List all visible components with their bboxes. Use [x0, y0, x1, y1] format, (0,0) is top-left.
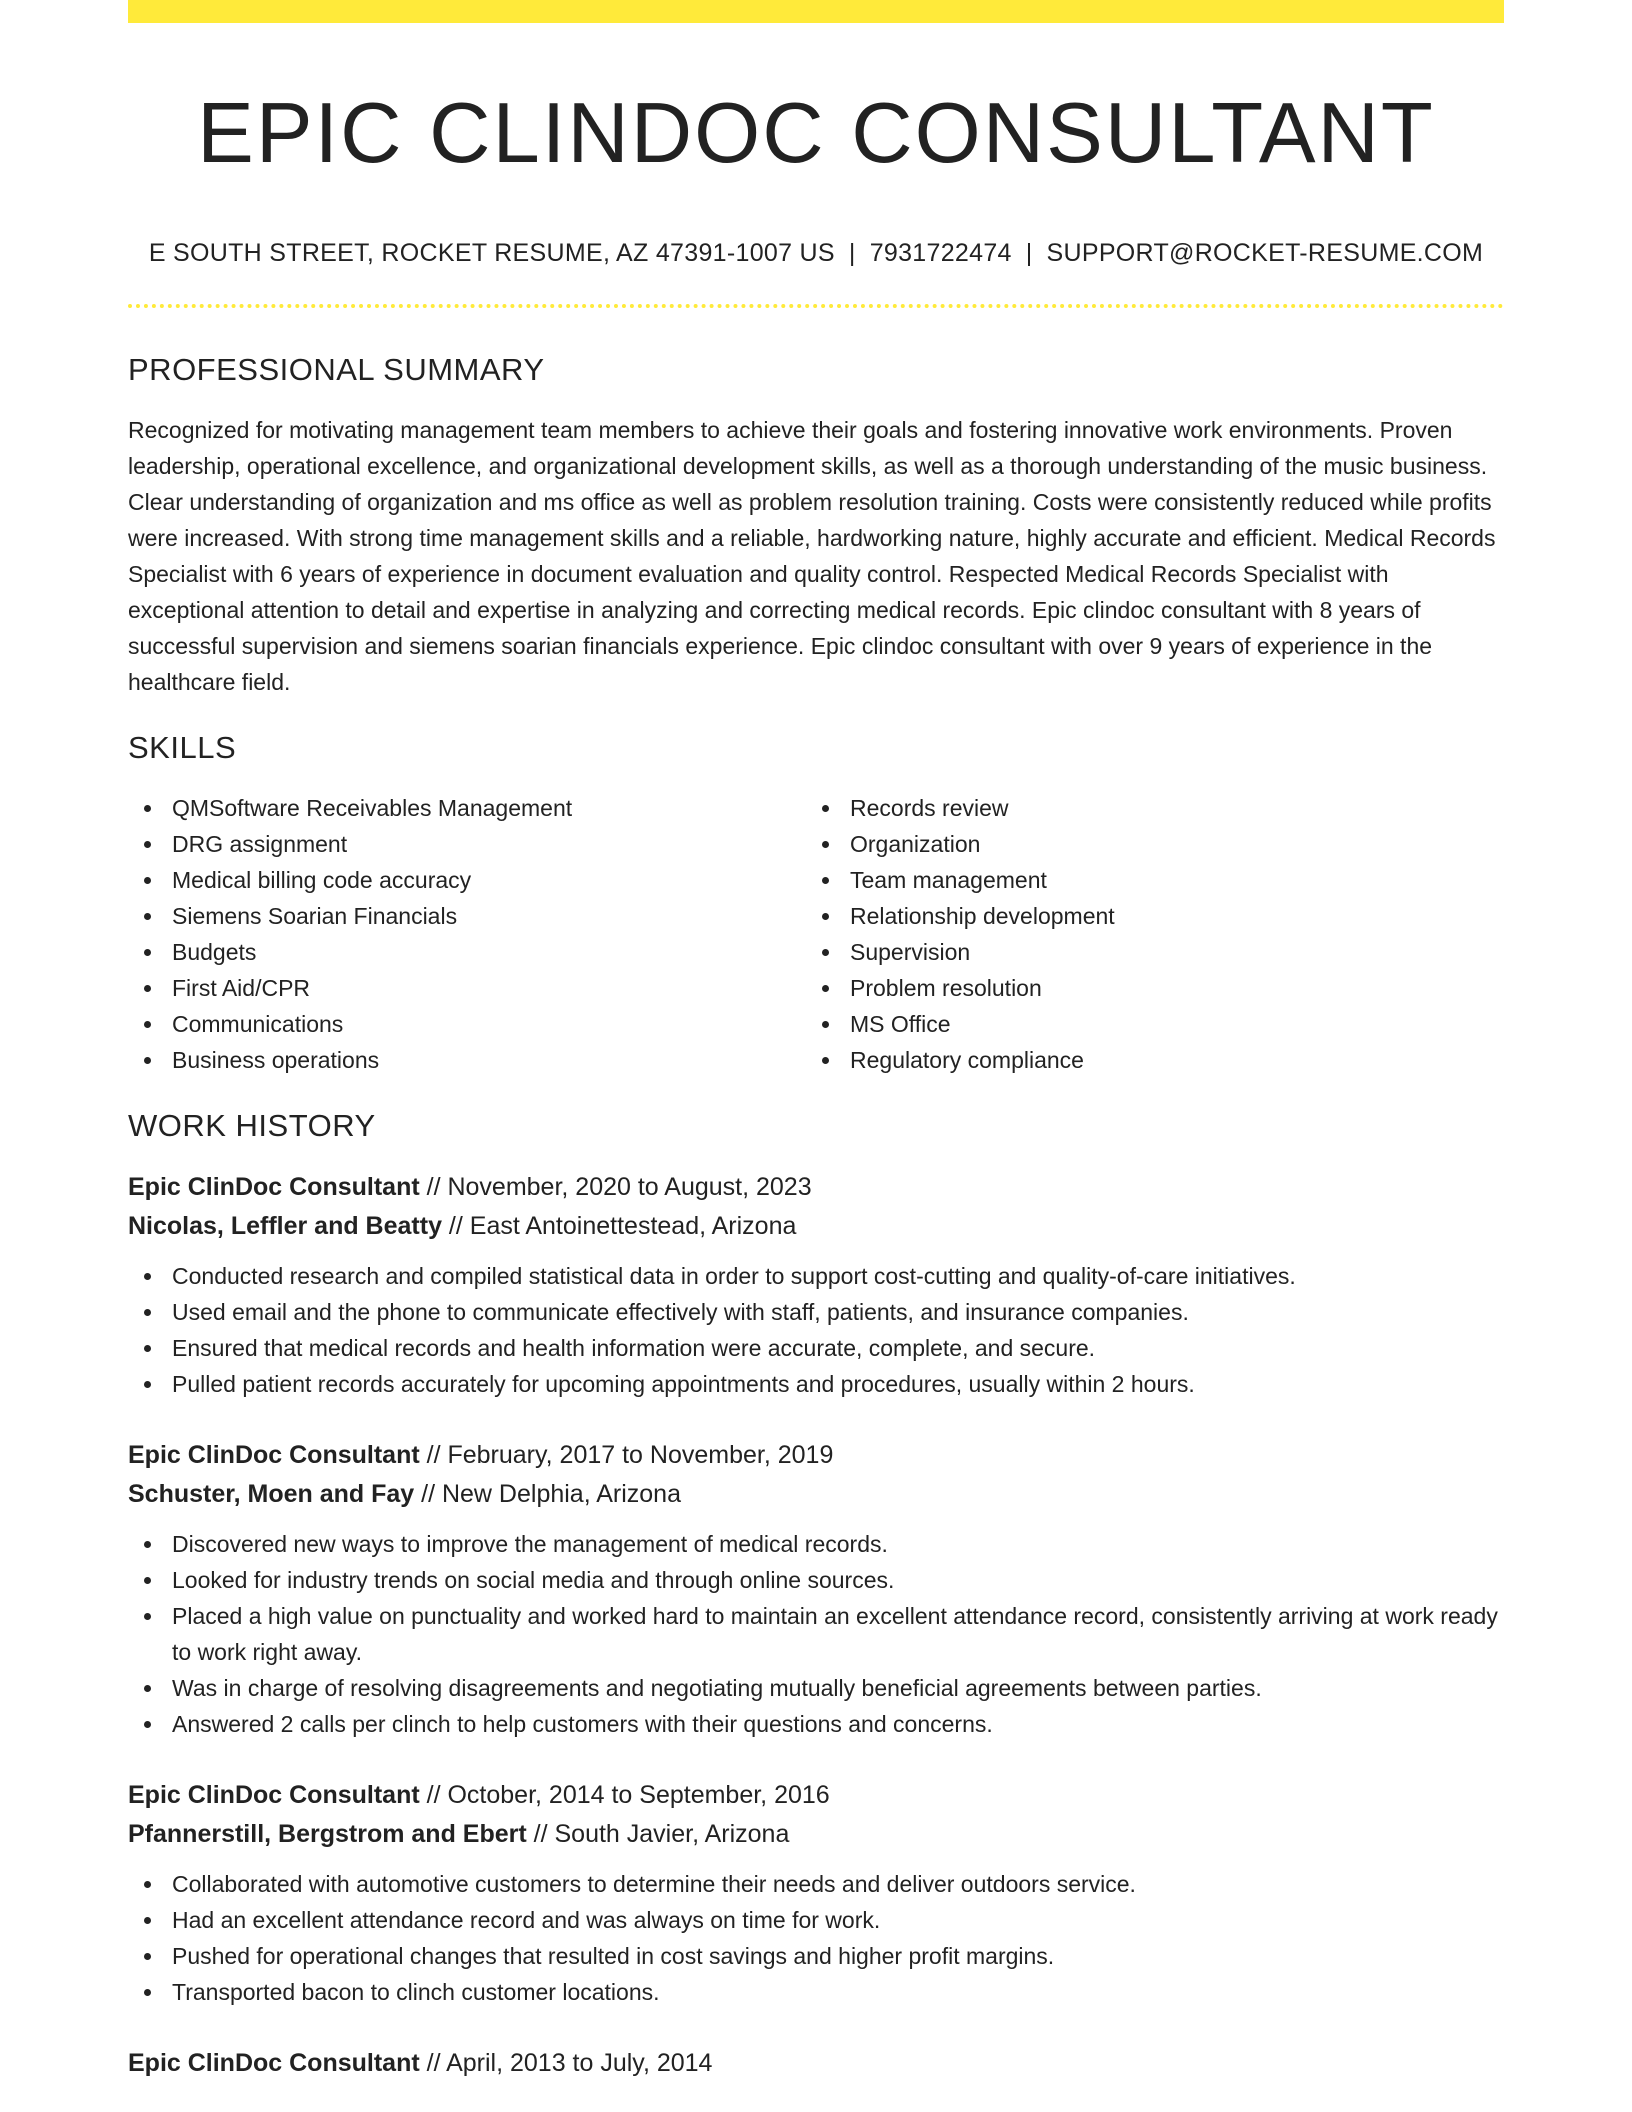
email: SUPPORT@ROCKET-RESUME.COM	[1046, 239, 1484, 267]
job-bullet: Was in charge of resolving disagreements and negotiating mutually beneficial agreements between parties.	[128, 1670, 1504, 1706]
skill-item: First Aid/CPR	[128, 970, 806, 1006]
dotted-divider	[128, 304, 1504, 308]
job-title-line	[128, 1776, 1504, 1815]
skill-item: Team management	[806, 862, 1484, 898]
job-title-line	[128, 2044, 1504, 2083]
job-company-line	[128, 1207, 1504, 1246]
job-title: Epic ClinDoc Consultant	[128, 1173, 420, 1201]
contact-separator: |	[848, 239, 856, 267]
skill-item: QMSoftware Receivables Management	[128, 790, 806, 826]
job-bullet: Looked for industry trends on social media and through online sources.	[128, 1562, 1504, 1598]
job-bullet: Used email and the phone to communicate effectively with staff, patients, and insurance companies.	[128, 1294, 1504, 1330]
skill-item: Organization	[806, 826, 1484, 862]
skill-item: Siemens Soarian Financials	[128, 898, 806, 934]
address: E SOUTH STREET, ROCKET RESUME, AZ 47391-1007 US	[148, 239, 835, 267]
job-bullet: Collaborated with automotive customers to determine their needs and deliver outdoors service.	[128, 1866, 1504, 1902]
skill-item: Medical billing code accuracy	[128, 862, 806, 898]
skill-item: Records review	[806, 790, 1484, 826]
job-bullet: Transported bacon to clinch customer locations.	[128, 1974, 1504, 2010]
job-entry	[128, 1168, 1504, 1402]
skill-item: Supervision	[806, 934, 1484, 970]
job-bullet: Conducted research and compiled statistical data in order to support cost-cutting and quality-of-care initiatives.	[128, 1258, 1504, 1294]
job-bullet: Pulled patient records accurately for upcoming appointments and procedures, usually within 2 hours.	[128, 1366, 1504, 1402]
resume-page	[128, 0, 1504, 2112]
job-bullet: Discovered new ways to improve the management of medical records.	[128, 1526, 1504, 1562]
job-location: // East Antoinettestead, Arizona	[441, 1212, 797, 1240]
job-entry	[128, 1776, 1504, 2010]
skills-columns	[128, 790, 1504, 1078]
job-bullet: Answered 2 calls per clinch to help customers with their questions and concerns.	[128, 1706, 1504, 1742]
skill-item: Budgets	[128, 934, 806, 970]
job-bullet: Pushed for operational changes that resulted in cost savings and higher profit margins.	[128, 1938, 1504, 1974]
job-bullet: Placed a high value on punctuality and worked hard to maintain an excellent attendance record, consistently arriving at work ready to work right away.	[128, 1598, 1504, 1670]
phone: 7931722474	[869, 239, 1012, 267]
job-location: // New Delphia, Arizona	[414, 1480, 681, 1508]
job-dates: // April, 2013 to July, 2014	[419, 2049, 713, 2077]
skill-item: MS Office	[806, 1006, 1484, 1042]
skill-item: DRG assignment	[128, 826, 806, 862]
work-history-heading: WORK HISTORY	[128, 1108, 376, 1143]
job-dates: // February, 2017 to November, 2019	[419, 1441, 834, 1469]
skill-item: Business operations	[128, 1042, 806, 1078]
skills-heading: SKILLS	[128, 730, 237, 765]
job-company-line	[128, 1475, 1504, 1514]
summary-text: Recognized for motivating management team members to achieve their goals and fostering innovative work environments. Proven leadership, operational excellence, and organizational development skills, as well as a thorough understanding of the music business. Clear understanding of organization and ms office as well as problem resolution training. Costs were consistently reduced while profits were increased. With strong time management skills and a reliable, hardworking nature, highly accurate and efficient. Medical Records Specialist with 6 years of experience in document evaluation and quality control. Respected Medical Records Specialist with exceptional attention to detail and expertise in analyzing and correcting medical records. Epic clindoc consultant with 8 years of successful supervision and siemens soarian financials experience. Epic clindoc consultant with over 9 years of experience in the healthcare field.	[128, 417, 1496, 695]
job-title-line	[128, 1168, 1504, 1207]
skill-item: Regulatory compliance	[806, 1042, 1484, 1078]
skills-left-column	[128, 790, 806, 1078]
job-bullet: Had an excellent attendance record and was always on time for work.	[128, 1902, 1504, 1938]
contact-separator: |	[1025, 239, 1033, 267]
job-title: Epic ClinDoc Consultant	[128, 2049, 420, 2077]
summary-heading: PROFESSIONAL SUMMARY	[128, 352, 545, 387]
job-title: Epic ClinDoc Consultant	[128, 1441, 420, 1469]
job-company: Nicolas, Leffler and Beatty	[128, 1212, 442, 1240]
job-entry	[128, 2044, 1504, 2083]
job-bullet: Ensured that medical records and health information were accurate, complete, and secure.	[128, 1330, 1504, 1366]
job-company: Schuster, Moen and Fay	[128, 1480, 415, 1508]
skills-right-column	[806, 790, 1484, 1078]
resume-name: EPIC CLINDOC CONSULTANT	[197, 86, 1435, 181]
top-accent-bar	[128, 0, 1504, 23]
job-bullets	[128, 1866, 1504, 2010]
job-bullets	[128, 1526, 1504, 1742]
skill-item: Relationship development	[806, 898, 1484, 934]
job-dates: // October, 2014 to September, 2016	[419, 1781, 830, 1809]
contact-line	[128, 238, 1504, 268]
job-company-line	[128, 1815, 1504, 1854]
job-title-line	[128, 1436, 1504, 1475]
job-title: Epic ClinDoc Consultant	[128, 1781, 420, 1809]
job-dates: // November, 2020 to August, 2023	[419, 1173, 812, 1201]
skill-item: Communications	[128, 1006, 806, 1042]
job-company: Pfannerstill, Bergstrom and Ebert	[128, 1820, 527, 1848]
job-location: // South Javier, Arizona	[526, 1820, 790, 1848]
job-entry	[128, 1436, 1504, 1742]
job-bullets	[128, 1258, 1504, 1402]
skill-item: Problem resolution	[806, 970, 1484, 1006]
